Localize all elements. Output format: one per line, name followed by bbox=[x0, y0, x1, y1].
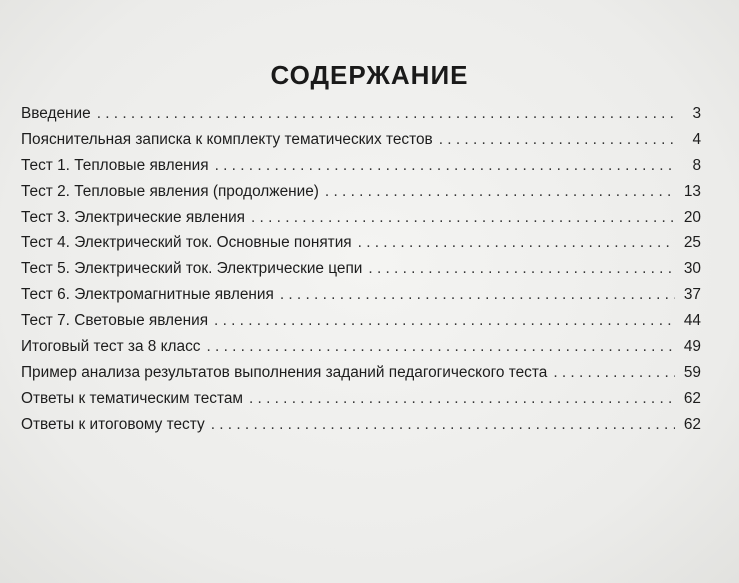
toc-entry-label: Ответы к итоговому тесту bbox=[21, 415, 205, 433]
toc-entry-label: Пример анализа результатов выполнения заданий педагогического теста bbox=[21, 363, 548, 381]
toc-entry-page: 44 bbox=[683, 312, 701, 330]
dot-leader bbox=[325, 179, 675, 205]
toc-entry-label: Тест 5. Электрический ток. Электрические цепи bbox=[21, 260, 363, 278]
toc-entry-page: 59 bbox=[683, 363, 701, 381]
toc-entry-label: Введение bbox=[21, 105, 91, 122]
toc-entry-label: Тест 1. Тепловые явления bbox=[21, 156, 209, 174]
dot-leader bbox=[251, 205, 675, 231]
toc-entry bbox=[21, 127, 701, 153]
toc-entry bbox=[21, 334, 701, 360]
toc-entry-page: 25 bbox=[683, 234, 701, 252]
toc-entry-label: Тест 6. Электромагнитные явления bbox=[21, 286, 274, 304]
toc-entry-label: Ответы к тематическим тестам bbox=[21, 389, 243, 407]
toc-entry-label: Пояснительная записка к комплекту тематических тестов bbox=[21, 130, 433, 148]
dot-leader bbox=[368, 256, 675, 282]
toc-entry-label: Тест 4. Электрический ток. Основные понятия bbox=[21, 234, 352, 252]
toc-entry bbox=[21, 101, 701, 127]
toc-entry-label: Тест 2. Тепловые явления (продолжение) bbox=[21, 182, 319, 200]
toc-entry-page: 49 bbox=[683, 338, 701, 356]
dot-leader bbox=[249, 386, 675, 412]
toc-entry bbox=[21, 256, 701, 282]
dot-leader bbox=[553, 360, 675, 386]
table-of-contents bbox=[21, 101, 701, 438]
dot-leader bbox=[214, 308, 675, 334]
toc-entry bbox=[21, 308, 701, 334]
toc-entry bbox=[21, 205, 701, 231]
dot-leader bbox=[211, 412, 675, 438]
toc-entry-page: 62 bbox=[683, 415, 701, 433]
dot-leader bbox=[215, 153, 675, 179]
dot-leader bbox=[280, 282, 675, 308]
toc-entry bbox=[21, 179, 701, 205]
toc-entry-page: 3 bbox=[692, 105, 701, 122]
page-title: СОДЕРЖАНИЕ bbox=[270, 60, 469, 90]
toc-entry bbox=[21, 230, 701, 256]
toc-entry-label: Итоговый тест за 8 класс bbox=[21, 338, 201, 356]
dot-leader bbox=[358, 230, 675, 256]
toc-entry bbox=[21, 282, 701, 308]
dot-leader bbox=[439, 127, 675, 153]
toc-entry-page: 4 bbox=[692, 130, 701, 148]
toc-entry-page: 37 bbox=[683, 286, 701, 304]
toc-entry bbox=[21, 360, 701, 386]
toc-entry bbox=[21, 386, 701, 412]
dot-leader bbox=[206, 334, 675, 360]
toc-entry-page: 62 bbox=[683, 389, 701, 407]
dot-leader bbox=[97, 101, 675, 127]
toc-entry-page: 30 bbox=[683, 260, 701, 278]
toc-entry-page: 20 bbox=[683, 208, 701, 226]
toc-entry-label: Тест 3. Электрические явления bbox=[21, 208, 245, 226]
toc-entry-page: 13 bbox=[683, 182, 701, 200]
toc-entry bbox=[21, 412, 701, 438]
toc-entry-label: Тест 7. Световые явления bbox=[21, 312, 209, 330]
toc-entry-page: 8 bbox=[692, 156, 701, 174]
toc-entry bbox=[21, 153, 701, 179]
